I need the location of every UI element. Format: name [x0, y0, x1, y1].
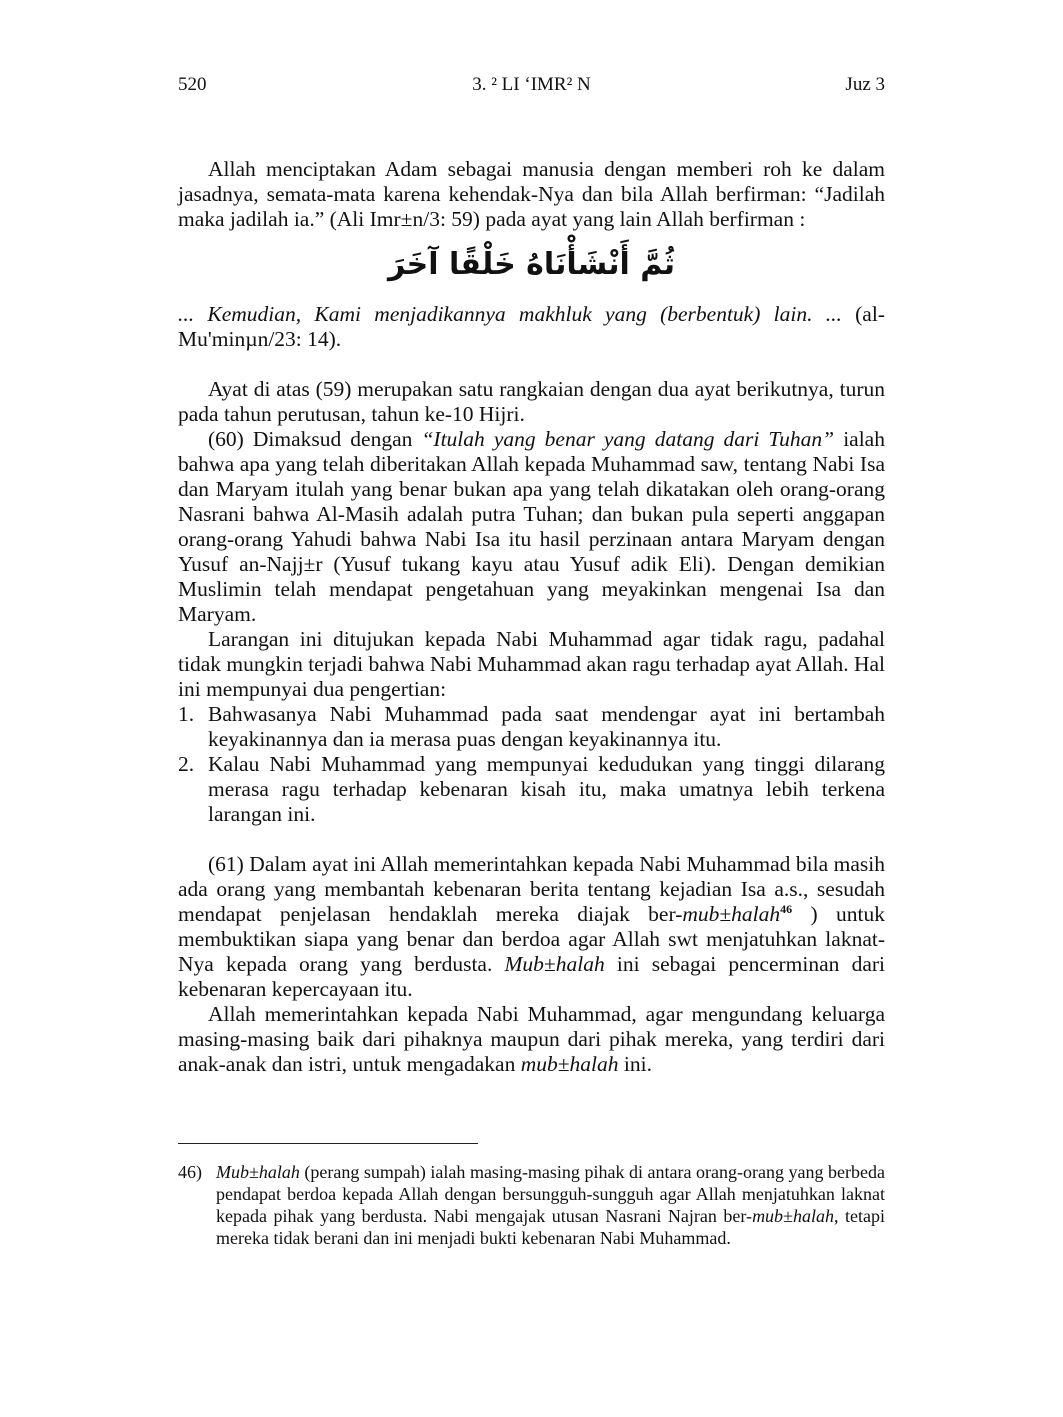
paragraph-verse-61 — [178, 852, 885, 1002]
p60-lead: (60) Dimaksud dengan — [208, 427, 422, 451]
footnote-term-1: Mub±halah — [216, 1162, 300, 1182]
footnote-divider — [178, 1143, 478, 1144]
arabic-verse: ثُمَّ أَنْشَأْنَاهُ خَلْقًا آخَرَ — [388, 247, 675, 282]
p61-text-2: ) untuk membuktikan siapa yang benar dan berdoa agar Allah swt menjatuhkan laknat-Nya kepada orang yang berdusta. — [178, 902, 885, 976]
footnote-text-1: (perang sumpah) ialah masing-masing pihak di antara orang-orang yang berbeda pendapat berdoa kepada Allah dengan bersungguh-sungguh agar Allah menjatuhkan laknat kepada pihak yang berdusta. Nabi mengajak utusan Nasrani Najran ber- — [216, 1162, 885, 1226]
p61-term-2: Mub±halah — [504, 952, 605, 976]
paragraph-invitation — [178, 1002, 885, 1077]
juz-label: Juz 3 — [845, 74, 885, 95]
list-item — [178, 752, 885, 827]
list-text: Kalau Nabi Muhammad yang mempunyai kedudukan yang tinggi dilarang merasa ragu terhadap kebenaran kisah itu, maka umatnya lebih terkena larangan ini. — [208, 752, 885, 826]
main-text — [178, 157, 885, 1077]
footnote-term-2: mub±halah — [752, 1206, 834, 1226]
translation-reference: (al-Mu'minµn/23: 14). — [178, 302, 885, 351]
p60-rest: ialah bahwa apa yang telah diberitakan Allah kepada Muhammad saw, tentang Nabi Isa dan Maryam itulah yang benar bukan apa yang telah dikatakan oleh orang-orang Nasrani bahwa Al-Masih adalah putra Tuhan; dan bukan pula seperti anggapan orang-orang Yahudi bahwa Nabi Isa itu hasil perzinaan antara Maryam dengan Yusuf an-Najj±r (Yusuf tukang kayu atau Yusuf adik Eli). Dengan demikian Muslimin telah mendapat pengetahuan yang meyakinkan mengenai Isa dan Maryam. — [178, 427, 885, 626]
p-invite-term: mub±halah — [520, 1052, 619, 1076]
meaning-list — [178, 702, 885, 827]
page-number: 520 — [178, 74, 207, 95]
paragraph-adam: Allah menciptakan Adam sebagai manusia dengan memberi roh ke dalam jasadnya, semata-mata karena kehendak-Nya dan bila Allah berfirman: “Jadilah maka jadilah ia.” (Ali Imr±n/3: 59) pada ayat yang lain Allah berfirman : — [178, 157, 885, 231]
paragraph-context: Ayat di atas (59) merupakan satu rangkaian dengan dua ayat berikutnya, turun pada tahun perutusan, tahun ke-10 Hijri. — [178, 377, 885, 426]
list-text: Bahwasanya Nabi Muhammad pada saat mendengar ayat ini bertambah keyakinannya dan ia merasa puas dengan keyakinannya itu. — [208, 702, 885, 751]
p-invite-text-2: ini. — [618, 1052, 652, 1076]
p61-text-1: (61) Dalam ayat ini Allah memerintahkan kepada Nabi Muhammad bila masih ada orang yang membantah kebenaran berita tentang kejadian Isa a.s., sesudah mendapat penjelasan hendaklah mereka diajak ber- — [178, 852, 885, 926]
list-item — [178, 702, 885, 752]
footnote-46 — [178, 1161, 885, 1249]
p-invite-text-1: Allah memerintahkan kepada Nabi Muhammad, agar mengundang keluarga masing-masing baik dari pihaknya maupun dari pihak mereka, yang terdiri dari anak-anak dan istri, untuk mengadakan — [178, 1002, 885, 1076]
chapter-title: 3. ² LI ‘IMR² N — [472, 74, 591, 95]
verse-translation — [178, 302, 885, 352]
footnote-text — [216, 1161, 885, 1249]
list-number: 2. — [178, 752, 195, 776]
paragraph-prohibition: Larangan ini ditujukan kepada Nabi Muhammad agar tidak ragu, padahal tidak mungkin terjadi bahwa Nabi Muhammad akan ragu terhadap ayat Allah. Hal ini mempunyai dua pengertian: — [178, 627, 885, 701]
running-header — [178, 72, 885, 100]
footnote-number: 46) — [178, 1162, 202, 1182]
translation-text: ... Kemudian, Kami menjadikannya makhluk yang (berbentuk) lain. ... — [178, 302, 842, 326]
p60-quote: “Itulah yang benar yang datang dari Tuhan” — [421, 427, 835, 451]
p61-term-1: mub±halah — [682, 902, 781, 926]
paragraph-verse-60 — [178, 427, 885, 627]
list-number: 1. — [178, 702, 195, 726]
p61-text-3: ini sebagai pencerminan dari kebenaran kepercayaan itu. — [178, 952, 886, 1001]
footnote-reference: 46 — [780, 902, 793, 916]
footnote-text-2: , tetapi mereka tidak berani dan ini menjadi bukti kebenaran Nabi Muhammad. — [216, 1206, 886, 1248]
